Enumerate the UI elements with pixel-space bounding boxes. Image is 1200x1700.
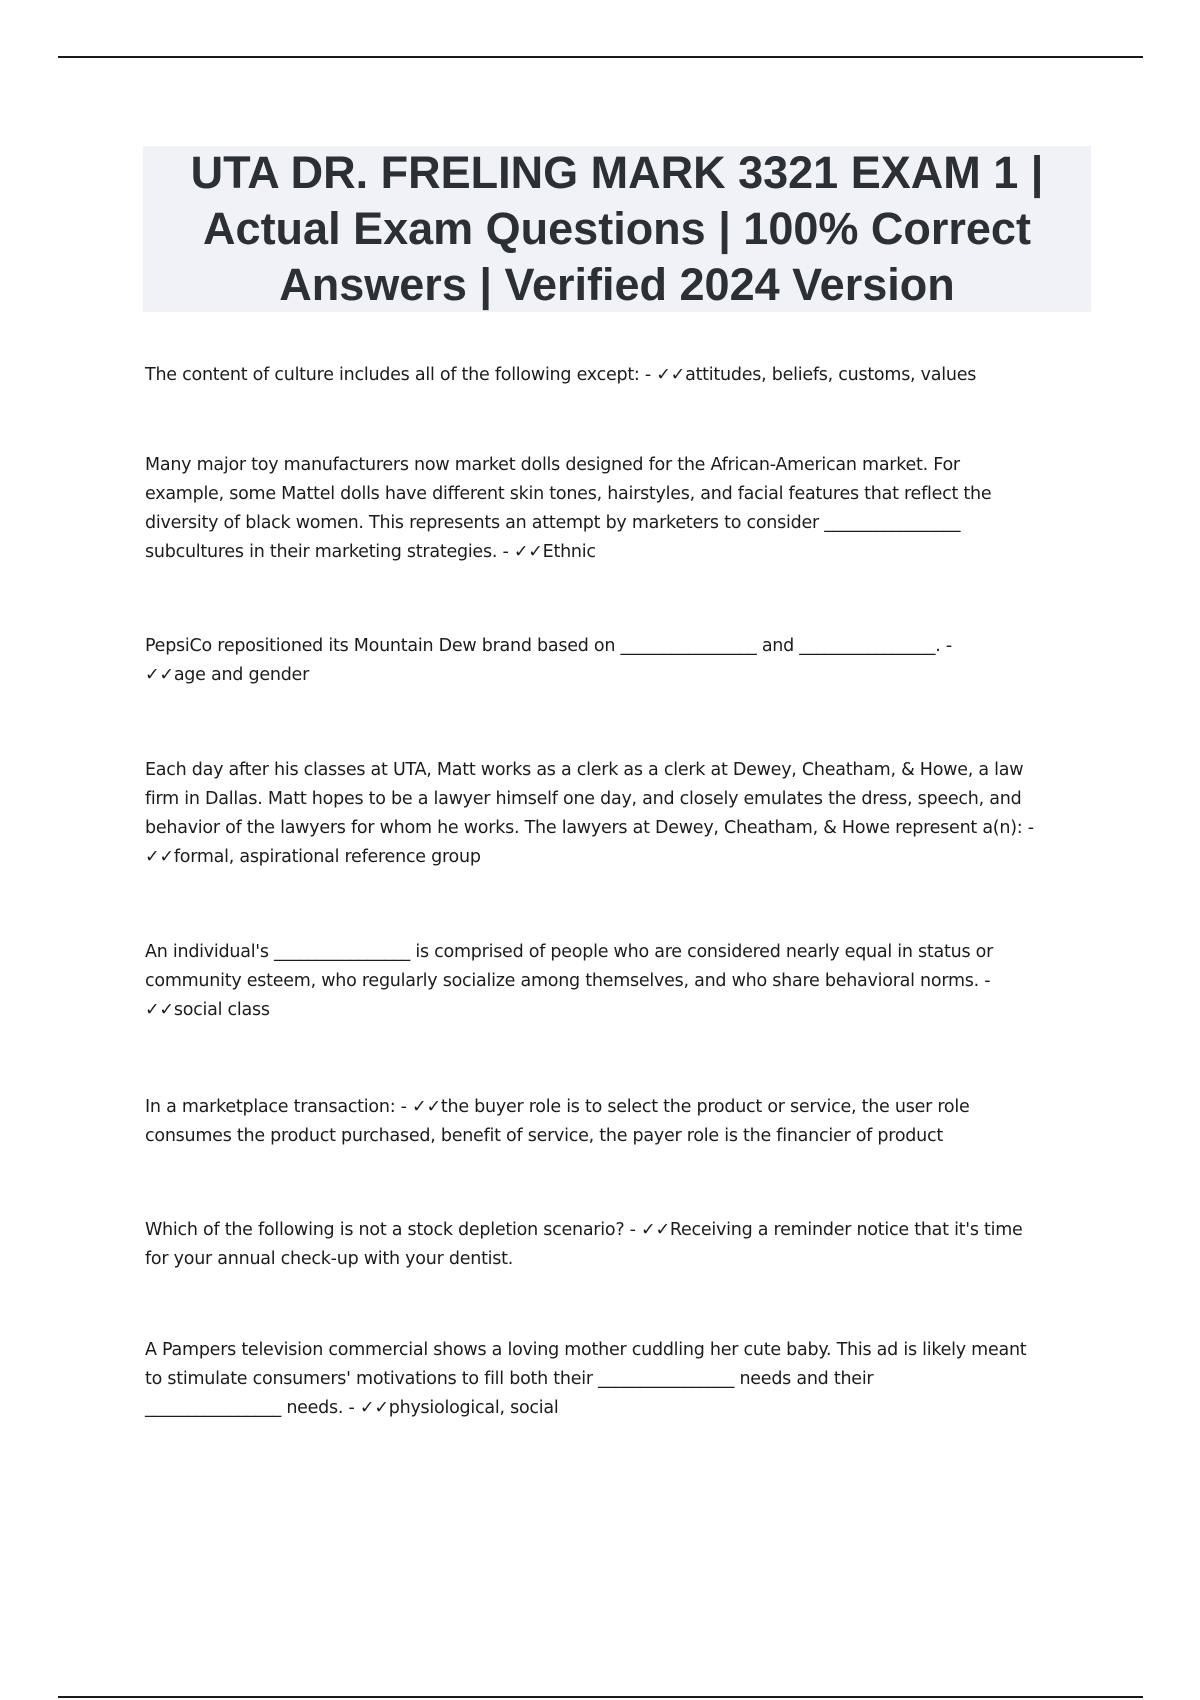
- qa-item-5: [145, 938, 1080, 1025]
- qa-line: behavior of the lawyers for whom he works. The lawyers at Dewey, Cheatham, & Howe represent a(n): -: [145, 818, 1034, 838]
- header-rule: [58, 56, 1143, 58]
- qa-item-4: [145, 756, 1080, 872]
- qa-line: to stimulate consumers' motivations to fill both their ________________ needs and their: [145, 1369, 874, 1389]
- qa-line: Which of the following is not a stock depletion scenario? - ✓✓Receiving a reminder notice that it's time: [145, 1220, 1023, 1240]
- qa-line: community esteem, who regularly socialize among themselves, and who share behavioral norms. -: [145, 971, 991, 991]
- qa-line: diversity of black women. This represents an attempt by marketers to consider ________________: [145, 513, 961, 533]
- title-line: UTA DR. FRELING MARK 3321 EXAM 1 |: [190, 147, 1044, 198]
- qa-line: ✓✓age and gender: [145, 665, 310, 685]
- qa-line: example, some Mattel dolls have different skin tones, hairstyles, and facial features that reflect the: [145, 484, 992, 504]
- qa-line: Many major toy manufacturers now market dolls designed for the African-American market. For: [145, 455, 960, 475]
- footer-rule: [58, 1696, 1143, 1698]
- qa-item-7: [145, 1216, 1080, 1274]
- qa-line: firm in Dallas. Matt hopes to be a lawyer himself one day, and closely emulates the dress, speech, and: [145, 789, 1022, 809]
- title-line: Answers | Verified 2024 Version: [279, 259, 955, 310]
- qa-line: ✓✓social class: [145, 1000, 270, 1020]
- qa-line: ✓✓formal, aspirational reference group: [145, 847, 481, 867]
- qa-line: ________________ needs. - ✓✓physiological, social: [145, 1398, 559, 1418]
- qa-item-8: [145, 1336, 1080, 1423]
- qa-line: The content of culture includes all of the following except: - ✓✓attitudes, beliefs, customs, values: [145, 365, 977, 385]
- qa-item-3: [145, 632, 1080, 690]
- qa-line: A Pampers television commercial shows a loving mother cuddling her cute baby. This ad is likely meant: [145, 1340, 1027, 1360]
- qa-line: subcultures in their marketing strategies. - ✓✓Ethnic: [145, 542, 596, 562]
- qa-item-6: [145, 1093, 1080, 1151]
- title-line: Actual Exam Questions | 100% Correct: [203, 203, 1031, 254]
- qa-item-2: [145, 451, 1080, 567]
- qa-line: PepsiCo repositioned its Mountain Dew brand based on ________________ and ________________. -: [145, 636, 952, 656]
- qa-line: An individual's ________________ is comprised of people who are considered nearly equal in status or: [145, 942, 994, 962]
- qa-line: consumes the product purchased, benefit of service, the payer role is the financier of product: [145, 1126, 943, 1146]
- qa-line: In a marketplace transaction: - ✓✓the buyer role is to select the product or service, the user role: [145, 1097, 970, 1117]
- qa-line: for your annual check-up with your dentist.: [145, 1249, 514, 1269]
- document-title: [143, 146, 1091, 312]
- qa-item-1: [145, 361, 1080, 390]
- qa-line: Each day after his classes at UTA, Matt works as a clerk as a clerk at Dewey, Cheatham, & Howe, a law: [145, 760, 1024, 780]
